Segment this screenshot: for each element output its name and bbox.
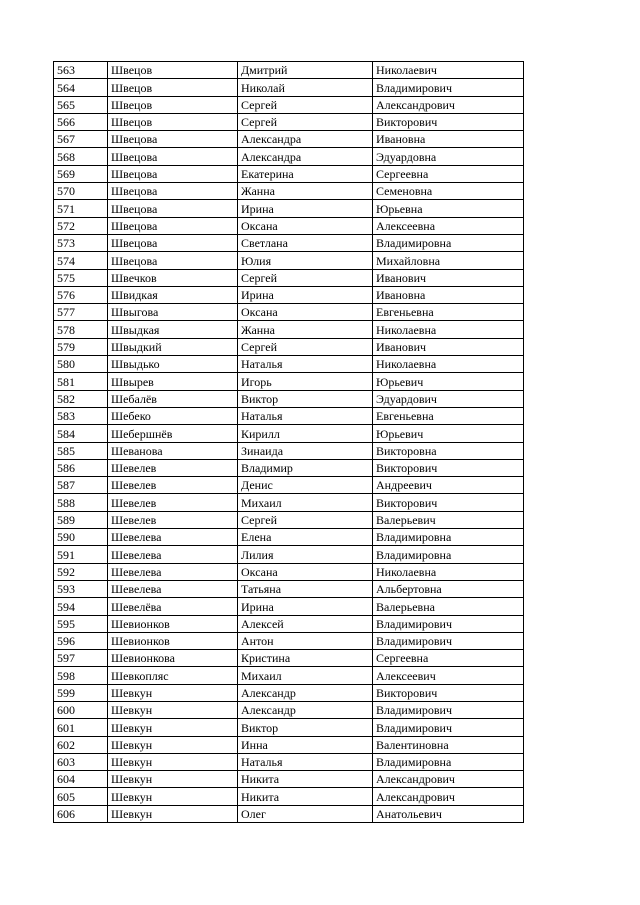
row-number-cell: 594: [54, 598, 108, 615]
table-row: [54, 373, 524, 390]
first-name-cell: Лилия: [238, 546, 373, 563]
last-name-cell: Шевионков: [108, 615, 238, 632]
patronymic-cell: Викторович: [373, 494, 524, 511]
row-number-cell: 596: [54, 632, 108, 649]
table-row: [54, 165, 524, 182]
table-row: [54, 632, 524, 649]
last-name-cell: Швецов: [108, 62, 238, 79]
row-number-cell: 586: [54, 459, 108, 476]
first-name-cell: Игорь: [238, 373, 373, 390]
patronymic-cell: Александрович: [373, 788, 524, 805]
last-name-cell: Швецов: [108, 79, 238, 96]
patronymic-cell: Викторович: [373, 459, 524, 476]
first-name-cell: Никита: [238, 771, 373, 788]
first-name-cell: Александр: [238, 701, 373, 718]
table-row: [54, 719, 524, 736]
first-name-cell: Денис: [238, 477, 373, 494]
table-row: [54, 736, 524, 753]
row-number-cell: 578: [54, 321, 108, 338]
table-row: [54, 529, 524, 546]
row-number-cell: 583: [54, 407, 108, 424]
last-name-cell: Швецова: [108, 183, 238, 200]
last-name-cell: Швецова: [108, 252, 238, 269]
first-name-cell: Татьяна: [238, 580, 373, 597]
row-number-cell: 577: [54, 304, 108, 321]
patronymic-cell: Владимирович: [373, 79, 524, 96]
last-name-cell: Шевкун: [108, 788, 238, 805]
patronymic-cell: Владимирович: [373, 719, 524, 736]
row-number-cell: 606: [54, 805, 108, 822]
first-name-cell: Инна: [238, 736, 373, 753]
table-row: [54, 286, 524, 303]
row-number-cell: 573: [54, 234, 108, 251]
last-name-cell: Швидкая: [108, 286, 238, 303]
last-name-cell: Шебеко: [108, 407, 238, 424]
last-name-cell: Шевелев: [108, 459, 238, 476]
table-row: [54, 217, 524, 234]
last-name-cell: Швецов: [108, 113, 238, 130]
row-number-cell: 579: [54, 338, 108, 355]
row-number-cell: 605: [54, 788, 108, 805]
row-number-cell: 566: [54, 113, 108, 130]
first-name-cell: Олег: [238, 805, 373, 822]
table-row: [54, 667, 524, 684]
patronymic-cell: Валерьевич: [373, 511, 524, 528]
table-row: [54, 477, 524, 494]
table-row: [54, 79, 524, 96]
last-name-cell: Шевкун: [108, 684, 238, 701]
table-row: [54, 563, 524, 580]
first-name-cell: Михаил: [238, 667, 373, 684]
patronymic-cell: Николаевна: [373, 321, 524, 338]
patronymic-cell: Михайловна: [373, 252, 524, 269]
first-name-cell: Оксана: [238, 217, 373, 234]
row-number-cell: 584: [54, 425, 108, 442]
last-name-cell: Шевелева: [108, 529, 238, 546]
last-name-cell: Шевионкова: [108, 650, 238, 667]
last-name-cell: Шевелева: [108, 546, 238, 563]
patronymic-cell: Владимировна: [373, 234, 524, 251]
patronymic-cell: Юрьевна: [373, 200, 524, 217]
last-name-cell: Швецова: [108, 131, 238, 148]
patronymic-cell: Эдуардовна: [373, 148, 524, 165]
row-number-cell: 585: [54, 442, 108, 459]
patronymic-cell: Альбертовна: [373, 580, 524, 597]
patronymic-cell: Юрьевич: [373, 425, 524, 442]
patronymic-cell: Владимирович: [373, 632, 524, 649]
table-row: [54, 113, 524, 130]
patronymic-cell: Сергеевна: [373, 165, 524, 182]
first-name-cell: Александра: [238, 131, 373, 148]
table-row: [54, 459, 524, 476]
first-name-cell: Виктор: [238, 719, 373, 736]
last-name-cell: Шевкун: [108, 753, 238, 770]
last-name-cell: Швечков: [108, 269, 238, 286]
row-number-cell: 598: [54, 667, 108, 684]
table-row: [54, 304, 524, 321]
table-row: [54, 200, 524, 217]
last-name-cell: Швыдкая: [108, 321, 238, 338]
table-row: [54, 580, 524, 597]
patronymic-cell: Анатольевич: [373, 805, 524, 822]
patronymic-cell: Евгеньевна: [373, 304, 524, 321]
row-number-cell: 593: [54, 580, 108, 597]
last-name-cell: Шебершнёв: [108, 425, 238, 442]
row-number-cell: 574: [54, 252, 108, 269]
first-name-cell: Ирина: [238, 200, 373, 217]
first-name-cell: Сергей: [238, 96, 373, 113]
patronymic-cell: Валентиновна: [373, 736, 524, 753]
last-name-cell: Швыдько: [108, 356, 238, 373]
last-name-cell: Швецова: [108, 148, 238, 165]
first-name-cell: Оксана: [238, 304, 373, 321]
last-name-cell: Шевелева: [108, 580, 238, 597]
last-name-cell: Шеванова: [108, 442, 238, 459]
patronymic-cell: Алексеевна: [373, 217, 524, 234]
first-name-cell: Сергей: [238, 338, 373, 355]
first-name-cell: Виктор: [238, 390, 373, 407]
table-row: [54, 234, 524, 251]
row-number-cell: 581: [54, 373, 108, 390]
row-number-cell: 572: [54, 217, 108, 234]
names-table-body: [54, 62, 524, 823]
table-row: [54, 701, 524, 718]
row-number-cell: 591: [54, 546, 108, 563]
last-name-cell: Шевкун: [108, 771, 238, 788]
first-name-cell: Дмитрий: [238, 62, 373, 79]
row-number-cell: 589: [54, 511, 108, 528]
patronymic-cell: Сергеевна: [373, 650, 524, 667]
patronymic-cell: Викторович: [373, 113, 524, 130]
row-number-cell: 580: [54, 356, 108, 373]
table-row: [54, 546, 524, 563]
last-name-cell: Шевелева: [108, 563, 238, 580]
patronymic-cell: Алексеевич: [373, 667, 524, 684]
first-name-cell: Зинаида: [238, 442, 373, 459]
row-number-cell: 597: [54, 650, 108, 667]
patronymic-cell: Ивановна: [373, 131, 524, 148]
first-name-cell: Сергей: [238, 113, 373, 130]
first-name-cell: Кристина: [238, 650, 373, 667]
row-number-cell: 565: [54, 96, 108, 113]
last-name-cell: Швецова: [108, 234, 238, 251]
table-row: [54, 442, 524, 459]
last-name-cell: Шевелев: [108, 511, 238, 528]
table-row: [54, 356, 524, 373]
patronymic-cell: Николаевна: [373, 356, 524, 373]
table-row: [54, 771, 524, 788]
table-row: [54, 511, 524, 528]
table-row: [54, 96, 524, 113]
last-name-cell: Шевелев: [108, 477, 238, 494]
last-name-cell: Шевелёва: [108, 598, 238, 615]
first-name-cell: Ирина: [238, 286, 373, 303]
patronymic-cell: Владимирович: [373, 615, 524, 632]
patronymic-cell: Иванович: [373, 269, 524, 286]
table-row: [54, 494, 524, 511]
patronymic-cell: Владимирович: [373, 701, 524, 718]
patronymic-cell: Евгеньевна: [373, 407, 524, 424]
last-name-cell: Швецов: [108, 96, 238, 113]
row-number-cell: 595: [54, 615, 108, 632]
patronymic-cell: Юрьевич: [373, 373, 524, 390]
table-row: [54, 390, 524, 407]
first-name-cell: Елена: [238, 529, 373, 546]
table-row: [54, 650, 524, 667]
row-number-cell: 564: [54, 79, 108, 96]
table-row: [54, 183, 524, 200]
table-row: [54, 684, 524, 701]
patronymic-cell: Владимировна: [373, 753, 524, 770]
table-row: [54, 269, 524, 286]
row-number-cell: 582: [54, 390, 108, 407]
first-name-cell: Михаил: [238, 494, 373, 511]
last-name-cell: Швырев: [108, 373, 238, 390]
last-name-cell: Шевкун: [108, 719, 238, 736]
row-number-cell: 604: [54, 771, 108, 788]
row-number-cell: 568: [54, 148, 108, 165]
first-name-cell: Николай: [238, 79, 373, 96]
row-number-cell: 590: [54, 529, 108, 546]
first-name-cell: Антон: [238, 632, 373, 649]
table-row: [54, 407, 524, 424]
first-name-cell: Оксана: [238, 563, 373, 580]
last-name-cell: Шевкун: [108, 805, 238, 822]
last-name-cell: Шевелев: [108, 494, 238, 511]
patronymic-cell: Валерьевна: [373, 598, 524, 615]
last-name-cell: Швецова: [108, 217, 238, 234]
table-row: [54, 753, 524, 770]
first-name-cell: Алексей: [238, 615, 373, 632]
last-name-cell: Шевкун: [108, 701, 238, 718]
first-name-cell: Александр: [238, 684, 373, 701]
table-row: [54, 338, 524, 355]
first-name-cell: Жанна: [238, 321, 373, 338]
row-number-cell: 570: [54, 183, 108, 200]
last-name-cell: Шевионков: [108, 632, 238, 649]
row-number-cell: 592: [54, 563, 108, 580]
row-number-cell: 603: [54, 753, 108, 770]
last-name-cell: Швыдкий: [108, 338, 238, 355]
last-name-cell: Шевкун: [108, 736, 238, 753]
names-table: [53, 61, 524, 823]
table-row: [54, 805, 524, 822]
patronymic-cell: Николаевна: [373, 563, 524, 580]
table-row: [54, 62, 524, 79]
row-number-cell: 599: [54, 684, 108, 701]
table-row: [54, 615, 524, 632]
patronymic-cell: Ивановна: [373, 286, 524, 303]
row-number-cell: 569: [54, 165, 108, 182]
patronymic-cell: Викторович: [373, 684, 524, 701]
first-name-cell: Наталья: [238, 407, 373, 424]
first-name-cell: Кирилл: [238, 425, 373, 442]
first-name-cell: Наталья: [238, 753, 373, 770]
patronymic-cell: Андреевич: [373, 477, 524, 494]
row-number-cell: 567: [54, 131, 108, 148]
first-name-cell: Юлия: [238, 252, 373, 269]
table-row: [54, 131, 524, 148]
row-number-cell: 588: [54, 494, 108, 511]
first-name-cell: Сергей: [238, 511, 373, 528]
row-number-cell: 563: [54, 62, 108, 79]
first-name-cell: Светлана: [238, 234, 373, 251]
patronymic-cell: Владимировна: [373, 529, 524, 546]
last-name-cell: Швецова: [108, 200, 238, 217]
patronymic-cell: Александрович: [373, 96, 524, 113]
patronymic-cell: Эдуардович: [373, 390, 524, 407]
last-name-cell: Шебалёв: [108, 390, 238, 407]
patronymic-cell: Иванович: [373, 338, 524, 355]
table-row: [54, 252, 524, 269]
row-number-cell: 600: [54, 701, 108, 718]
table-row: [54, 598, 524, 615]
row-number-cell: 602: [54, 736, 108, 753]
row-number-cell: 601: [54, 719, 108, 736]
row-number-cell: 576: [54, 286, 108, 303]
patronymic-cell: Викторовна: [373, 442, 524, 459]
first-name-cell: Владимир: [238, 459, 373, 476]
first-name-cell: Наталья: [238, 356, 373, 373]
patronymic-cell: Николаевич: [373, 62, 524, 79]
last-name-cell: Шевкопляс: [108, 667, 238, 684]
last-name-cell: Швецова: [108, 165, 238, 182]
first-name-cell: Сергей: [238, 269, 373, 286]
table-row: [54, 148, 524, 165]
patronymic-cell: Александрович: [373, 771, 524, 788]
table-row: [54, 425, 524, 442]
row-number-cell: 587: [54, 477, 108, 494]
first-name-cell: Александра: [238, 148, 373, 165]
patronymic-cell: Семеновна: [373, 183, 524, 200]
table-row: [54, 321, 524, 338]
first-name-cell: Жанна: [238, 183, 373, 200]
row-number-cell: 571: [54, 200, 108, 217]
table-row: [54, 788, 524, 805]
patronymic-cell: Владимировна: [373, 546, 524, 563]
last-name-cell: Швыгова: [108, 304, 238, 321]
first-name-cell: Ирина: [238, 598, 373, 615]
first-name-cell: Екатерина: [238, 165, 373, 182]
first-name-cell: Никита: [238, 788, 373, 805]
row-number-cell: 575: [54, 269, 108, 286]
